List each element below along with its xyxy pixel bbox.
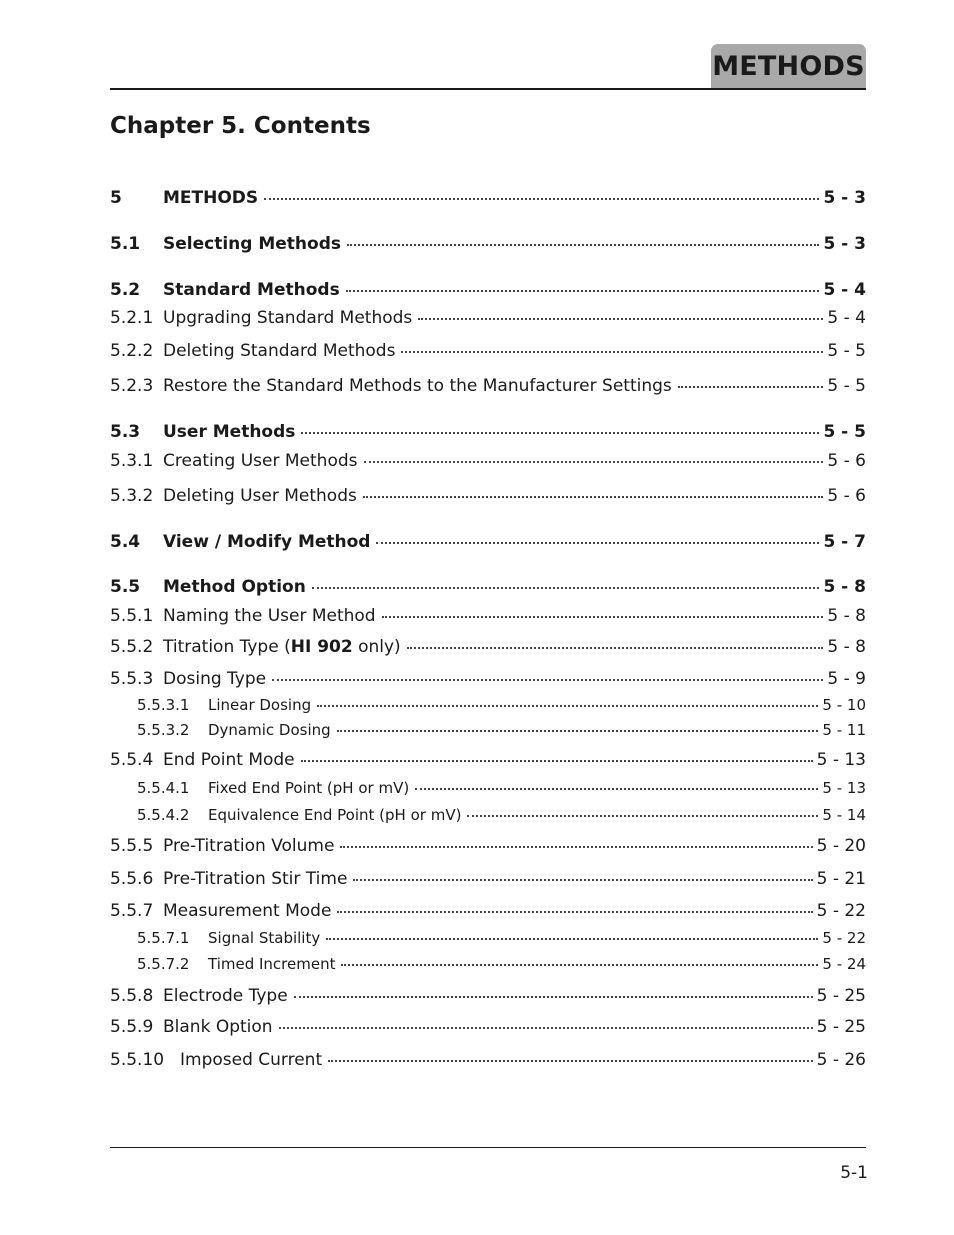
toc-page: 5 - 4 xyxy=(823,280,866,300)
toc-entry-5-5-3[interactable] xyxy=(110,669,866,689)
toc-page: 5 - 25 xyxy=(816,986,866,1006)
toc-number: 5.5.4 xyxy=(110,750,154,770)
toc-title: METHODS xyxy=(163,188,259,208)
toc-page: 5 - 8 xyxy=(823,577,866,597)
toc-entry-5-5-4-1[interactable] xyxy=(137,778,866,798)
toc-title: Naming the User Method xyxy=(163,606,376,626)
dot-leader xyxy=(272,678,823,681)
toc-title: Blank Option xyxy=(163,1017,273,1037)
dot-leader xyxy=(363,495,824,498)
toc-entry-5-5-1[interactable] xyxy=(110,606,866,626)
toc-title xyxy=(163,637,401,657)
toc-page: 5 - 6 xyxy=(827,451,866,471)
toc-number: 5.5.8 xyxy=(110,986,154,1006)
toc-page: 5 - 11 xyxy=(822,721,866,739)
toc-entry-5-2-1[interactable] xyxy=(110,308,866,328)
toc-entry-5-1[interactable] xyxy=(110,234,866,254)
toc-title: Electrode Type xyxy=(163,986,288,1006)
dot-leader xyxy=(401,350,823,353)
toc-number: 5.5.5 xyxy=(110,836,154,856)
toc-entry-5-5[interactable] xyxy=(110,577,866,597)
dot-leader xyxy=(353,878,812,881)
dot-leader xyxy=(340,845,812,848)
toc-page: 5 - 5 xyxy=(827,341,866,361)
toc-title: Linear Dosing xyxy=(208,696,312,714)
toc-number: 5.5.4.1 xyxy=(137,779,190,797)
dot-leader xyxy=(317,704,818,707)
toc-title: Selecting Methods xyxy=(163,234,341,254)
toc-title: Dynamic Dosing xyxy=(208,721,331,739)
toc-page: 5 - 5 xyxy=(827,376,866,396)
toc-page: 5 - 8 xyxy=(827,606,866,626)
toc-page: 5 - 14 xyxy=(822,806,866,824)
toc-number: 5.2.1 xyxy=(110,308,154,328)
toc-page: 5 - 13 xyxy=(822,779,866,797)
toc-entry-5-2[interactable] xyxy=(110,280,866,300)
toc-entry-5-5-3-1[interactable] xyxy=(137,695,866,715)
dot-leader xyxy=(418,317,823,320)
toc-page: 5 - 4 xyxy=(827,308,866,328)
toc-title: Deleting Standard Methods xyxy=(163,341,396,361)
toc-number: 5.5.4.2 xyxy=(137,806,190,824)
toc-title: Signal Stability xyxy=(208,929,321,947)
toc-page: 5 - 9 xyxy=(827,669,866,689)
model-name: HI 902 xyxy=(290,637,353,657)
toc-entry-5-5-7-2[interactable] xyxy=(137,954,866,974)
chapter-title: Chapter 5. Contents xyxy=(110,113,371,139)
toc-page: 5 - 22 xyxy=(816,901,866,921)
toc-title: Equivalence End Point (pH or mV) xyxy=(208,806,462,824)
toc-number: 5.2.2 xyxy=(110,341,154,361)
toc-page: 5 - 22 xyxy=(822,929,866,947)
toc-entry-5-2-2[interactable] xyxy=(110,341,866,361)
header-divider xyxy=(110,88,866,90)
toc-entry-5-5-3-2[interactable] xyxy=(137,720,866,740)
dot-leader xyxy=(328,1059,812,1062)
toc-page: 5 - 3 xyxy=(823,234,866,254)
toc-title: Fixed End Point (pH or mV) xyxy=(208,779,410,797)
toc-entry-5-5-4[interactable] xyxy=(110,750,866,770)
toc-number: 5.5.7 xyxy=(110,901,154,921)
toc-page: 5 - 25 xyxy=(816,1017,866,1037)
toc-entry-5-5-7[interactable] xyxy=(110,901,866,921)
dot-leader xyxy=(264,197,819,200)
dot-leader xyxy=(301,759,813,762)
toc-page: 5 - 8 xyxy=(827,637,866,657)
toc-title: Measurement Mode xyxy=(163,901,332,921)
dot-leader xyxy=(364,460,824,463)
toc-page: 5 - 13 xyxy=(816,750,866,770)
toc-page: 5 - 26 xyxy=(816,1050,866,1070)
toc-entry-5-2-3[interactable] xyxy=(110,376,866,396)
toc-title: View / Modify Method xyxy=(163,532,371,552)
toc-page: 5 - 10 xyxy=(822,696,866,714)
dot-leader xyxy=(279,1026,813,1029)
toc-number: 5.3.1 xyxy=(110,451,154,471)
toc-number: 5.5.3.2 xyxy=(137,721,190,739)
toc-number: 5.2.3 xyxy=(110,376,154,396)
toc-entry-5-5-6[interactable] xyxy=(110,869,866,889)
toc-title: Timed Increment xyxy=(208,955,336,973)
toc-number: 5.5.7.2 xyxy=(137,955,190,973)
toc-title: Upgrading Standard Methods xyxy=(163,308,413,328)
toc-number: 5.5.10 xyxy=(110,1050,165,1070)
toc-number: 5.3 xyxy=(110,422,141,442)
dot-leader xyxy=(326,937,818,940)
toc-title: Standard Methods xyxy=(163,280,340,300)
toc-entry-5-5-8[interactable] xyxy=(110,986,866,1006)
dot-leader xyxy=(346,289,820,292)
toc-entry-5-3-2[interactable] xyxy=(110,486,866,506)
toc-number: 5.5.6 xyxy=(110,869,154,889)
dot-leader xyxy=(337,910,812,913)
toc-page: 5 - 20 xyxy=(816,836,866,856)
toc-number: 5.5.3 xyxy=(110,669,154,689)
dot-leader xyxy=(301,431,819,434)
toc-title: Restore the Standard Methods to the Manufacturer Settings xyxy=(163,376,672,396)
toc-number: 5.1 xyxy=(110,234,141,254)
dot-leader xyxy=(337,729,819,732)
toc-title: Deleting User Methods xyxy=(163,486,357,506)
toc-number: 5.5.2 xyxy=(110,637,154,657)
toc-number: 5.3.2 xyxy=(110,486,154,506)
toc-entry-5-4[interactable] xyxy=(110,532,866,552)
toc-entry-5-5-9[interactable] xyxy=(110,1017,866,1037)
dot-leader xyxy=(678,385,824,388)
toc-title-suffix: only) xyxy=(352,637,401,657)
toc-title: Pre-Titration Stir Time xyxy=(163,869,348,889)
toc-number: 5.5.3.1 xyxy=(137,696,190,714)
dot-leader xyxy=(467,814,818,817)
dot-leader xyxy=(294,995,813,998)
toc-page: 5 - 21 xyxy=(816,869,866,889)
toc-number: 5.5.1 xyxy=(110,606,154,626)
dot-leader xyxy=(341,963,818,966)
toc-page: 5 - 7 xyxy=(823,532,866,552)
toc-title: Method Option xyxy=(163,577,306,597)
dot-leader xyxy=(382,615,824,618)
footer-divider xyxy=(110,1147,866,1148)
toc-number: 5.5 xyxy=(110,577,141,597)
toc-title: Pre-Titration Volume xyxy=(163,836,335,856)
toc-number: 5.4 xyxy=(110,532,141,552)
toc-entry-5-3[interactable] xyxy=(110,422,866,442)
toc-page: 5 - 24 xyxy=(822,955,866,973)
toc-title: End Point Mode xyxy=(163,750,295,770)
toc-page: 5 - 5 xyxy=(823,422,866,442)
toc-title: Creating User Methods xyxy=(163,451,358,471)
toc-entry-5-5-2[interactable] xyxy=(110,637,866,657)
toc-title: Imposed Current xyxy=(180,1050,323,1070)
toc-entry-5-3-1[interactable] xyxy=(110,451,866,471)
toc-number: 5.5.9 xyxy=(110,1017,154,1037)
toc-entry-5[interactable] xyxy=(110,188,866,208)
toc-number: 5 xyxy=(110,188,122,208)
toc-entry-5-5-5[interactable] xyxy=(110,836,866,856)
dot-leader xyxy=(312,586,820,589)
toc-entry-5-5-7-1[interactable] xyxy=(137,928,866,948)
toc-page: 5 - 6 xyxy=(827,486,866,506)
toc-page: 5 - 3 xyxy=(823,188,866,208)
toc-entry-5-5-4-2[interactable] xyxy=(137,805,866,825)
dot-leader xyxy=(347,243,819,246)
page-number: 5-1 xyxy=(840,1163,868,1183)
toc-title: Dosing Type xyxy=(163,669,267,689)
dot-leader xyxy=(376,541,819,544)
toc-title-prefix: Titration Type ( xyxy=(163,637,291,657)
section-tab-methods: METHODS xyxy=(711,44,866,88)
toc-number: 5.2 xyxy=(110,280,141,300)
toc-number: 5.5.7.1 xyxy=(137,929,190,947)
dot-leader xyxy=(415,787,818,790)
toc-title: User Methods xyxy=(163,422,296,442)
toc-entry-5-5-10[interactable] xyxy=(110,1050,866,1070)
dot-leader xyxy=(407,646,824,649)
